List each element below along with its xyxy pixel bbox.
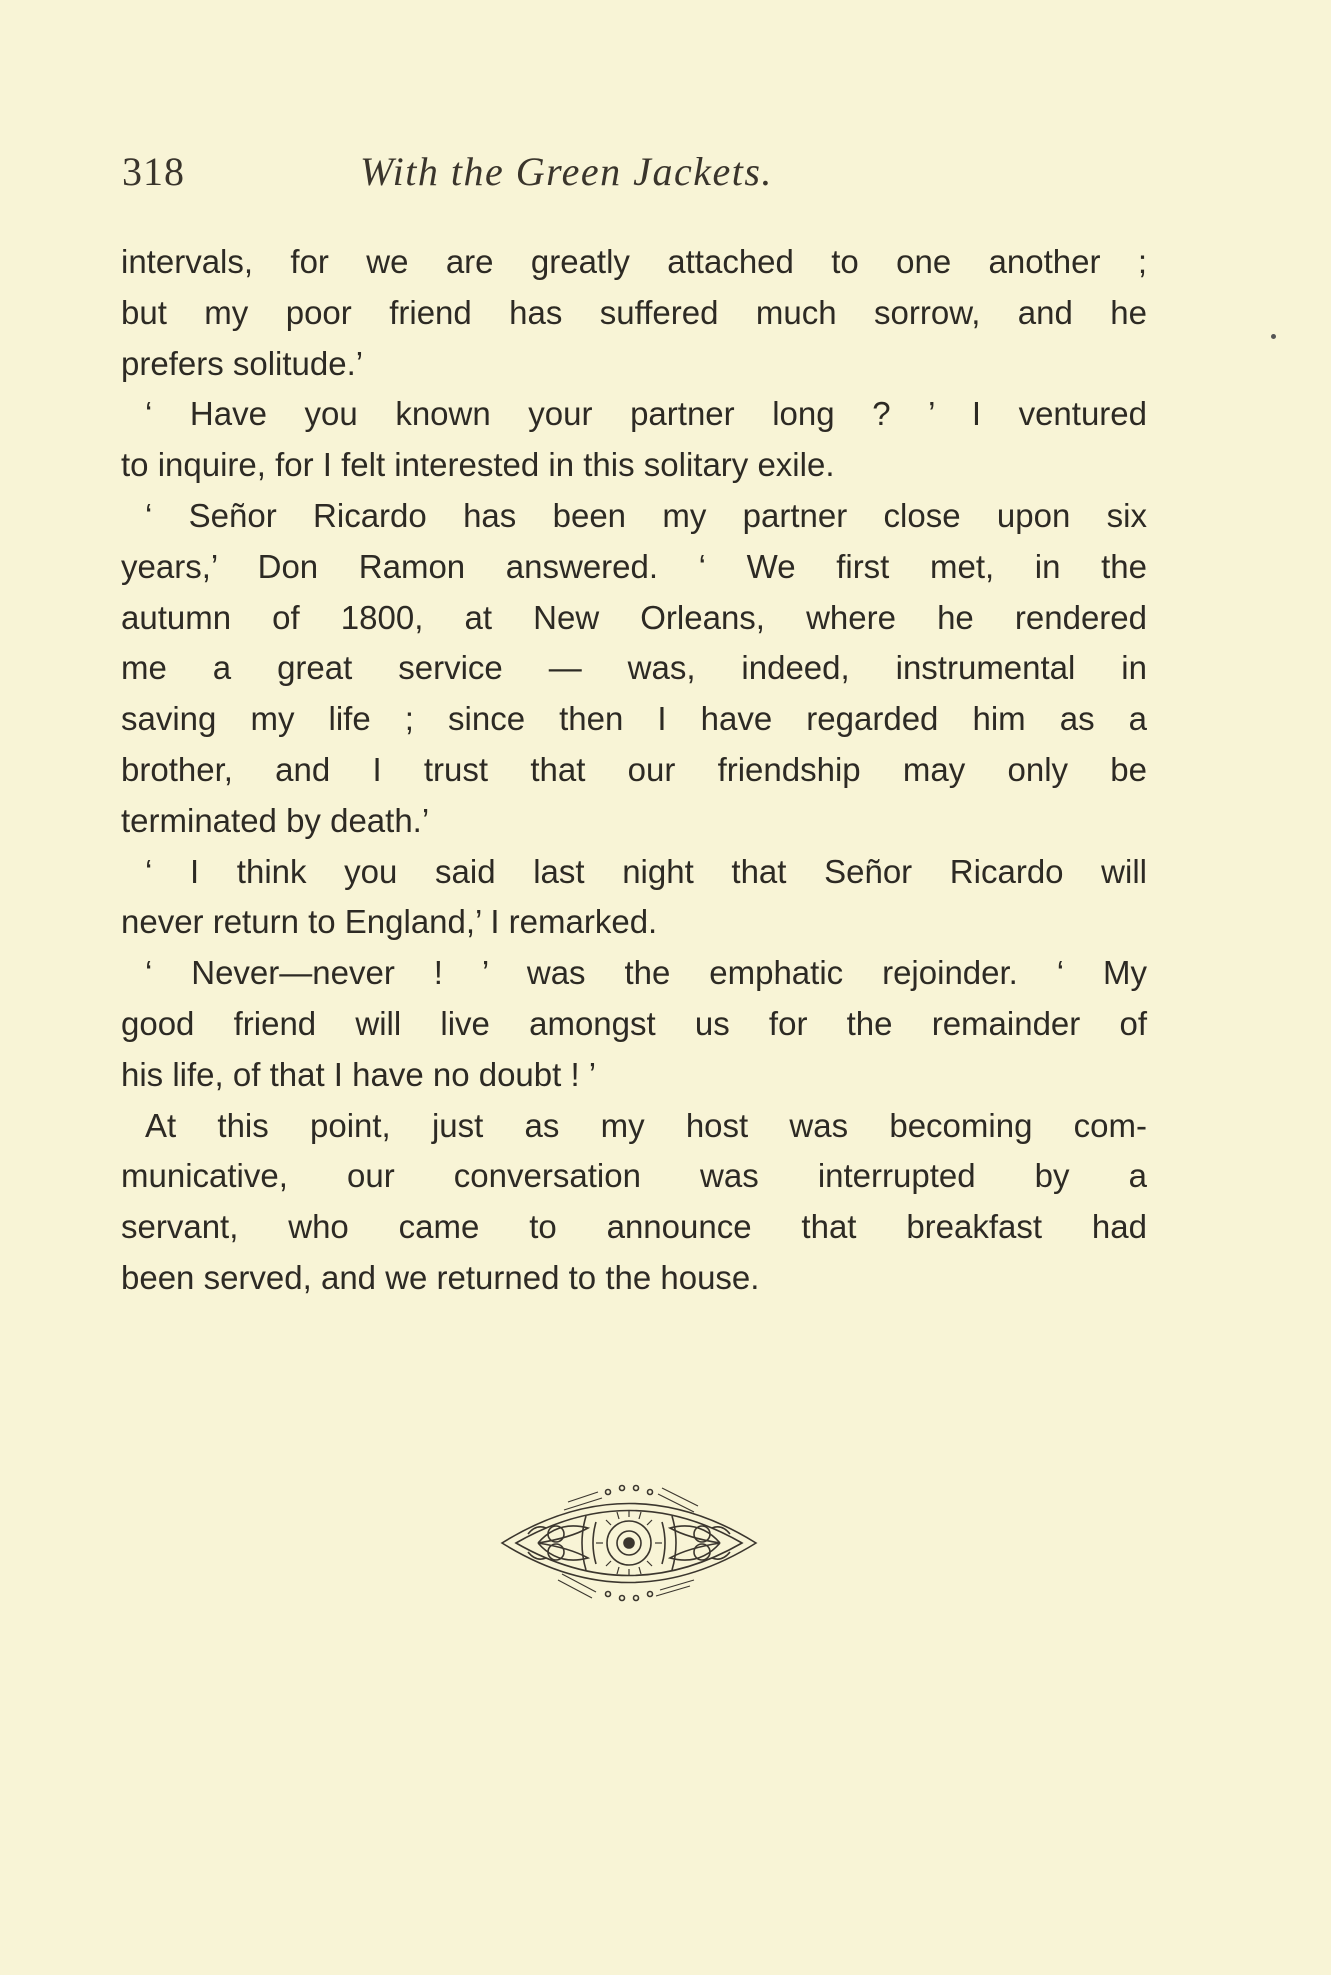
running-title: With the Green Jackets. [360,149,773,194]
text-line: been served, and we returned to the house. [121,1258,760,1296]
text-line: good friend will live amongst us for the remainder of [121,1004,1147,1042]
text-line: but my poor friend has suffered much sorrow, and he [121,293,1147,331]
margin-speck [1271,334,1276,339]
text-line: ‘ Never—never ! ’ was the emphatic rejoinder. ‘ My [145,954,1147,992]
text-line: to inquire, for I felt interested in this solitary exile. [121,446,835,484]
floral-tailpiece-icon [498,1472,760,1614]
text-line: ‘ Señor Ricardo has been my partner close upon six [145,496,1147,534]
text-line: brother, and I trust that our friendship may only be [121,750,1147,788]
text-line: his life, of that I have no doubt ! ’ [121,1055,597,1093]
text-line: At this point, just as my host was becoming com- [145,1106,1147,1144]
text-line: saving my life ; since then I have regarded him as a [121,700,1147,738]
text-line: years,’ Don Ramon answered. ‘ We first met, in the [121,547,1147,585]
text-line: ‘ I think you said last night that Señor Ricardo will [145,852,1147,890]
text-line: terminated by death.’ [121,801,430,839]
text-line: intervals, for we are greatly attached to one another ; [121,243,1147,280]
text-line: autumn of 1800, at New Orleans, where he rendered [121,598,1147,636]
page-number: 318 [122,149,185,194]
text-line: me a great service — was, indeed, instrumental in [121,649,1147,687]
text-line: ‘ Have you known your partner long ? ’ I ventured [145,395,1147,433]
text-line: prefers solitude.’ [121,344,364,382]
text-line: municative, our conversation was interrupted by a [121,1157,1147,1195]
page-header [120,148,900,208]
body-text [121,237,1147,1304]
text-line: never return to England,’ I remarked. [121,903,658,941]
text-line: servant, who came to announce that breakfast had [121,1208,1147,1246]
